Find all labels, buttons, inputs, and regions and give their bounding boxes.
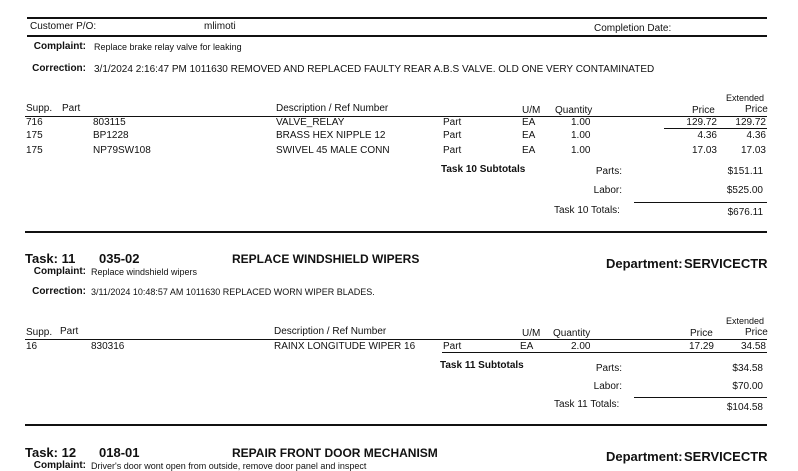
table-row [0,145,798,157]
task11-col-supp: Supp. [26,327,53,338]
task12-label: Task: 12 [25,445,77,460]
task11-department-label: Department: [606,256,683,271]
cell-type: Part [443,130,462,141]
customer-po-label: Customer P/O: [30,21,97,32]
task11-code: 035-02 [99,251,140,266]
cell-price: 17.29 [688,341,714,352]
cell-supp: 16 [26,341,38,352]
task10-totals-label: Task 10 Totals: [554,205,620,216]
task12-department-label: Department: [606,449,683,464]
cell-part: 803115 [93,117,126,128]
header-rule [27,35,767,37]
task10-labor-label: Labor: [593,185,622,196]
cell-qty: 1.00 [571,117,591,128]
cell-part: 830316 [91,341,125,352]
cell-um: EA [522,117,536,128]
task11-parts-value: $34.58 [732,363,763,374]
cell-ext: 129.72 [735,117,766,128]
task11-complaint: Replace windshield wipers [91,267,198,277]
cell-ext: 4.36 [746,130,766,141]
cell-price: 129.72 [686,117,717,128]
cell-supp: 175 [26,145,43,156]
cell-um: EA [522,145,536,156]
cell-part: NP79SW108 [93,145,151,156]
task11-parts-label: Parts: [595,363,622,374]
cell-description: BRASS HEX NIPPLE 12 [276,130,386,141]
cell-um: EA [520,341,534,352]
cell-ext: 17.03 [740,145,766,156]
task12-code: 018-01 [99,445,140,460]
cell-price: 17.03 [691,145,717,156]
task10-col-price: Price [692,105,715,116]
task11-subtotals-label: Task 11 Subtotals [440,360,524,371]
cell-description: RAINX LONGITUDE WIPER 16 [274,341,416,352]
task10-col-extended-top: Extended [726,93,765,103]
task10-end-rule [25,231,767,233]
task11-row-rule [442,352,767,353]
cell-qty: 1.00 [571,130,591,141]
cell-supp: 716 [26,117,43,128]
task10-totals-rule [634,202,767,203]
task11-correction-label: Correction: [32,286,86,297]
task10-col-part: Part [62,103,81,114]
task11-col-price: Price [690,328,713,339]
cell-description: SWIVEL 45 MALE CONN [276,145,390,156]
task11-totals-rule [634,397,767,398]
task10-correction-label: Correction: [32,63,86,74]
task10-col-extended-bottom: Price [745,104,768,115]
cell-qty: 1.00 [571,145,591,156]
cell-supp: 175 [26,130,43,141]
cell-um: EA [522,130,536,141]
task12-title: REPAIR FRONT DOOR MECHANISM [232,446,438,460]
task11-col-extended-bottom: Price [745,327,768,338]
task10-col-um: U/M [522,105,541,116]
task10-col-supp: Supp. [26,103,53,114]
cell-price: 4.36 [697,130,717,141]
task11-totals-label: Task 11 Totals: [554,399,620,410]
cell-qty: 2.00 [571,341,591,352]
cell-description: VALVE_RELAY [276,117,345,128]
task11-table-header-rule [25,339,767,340]
task10-totals-value: $676.11 [727,207,763,218]
task10-col-description: Description / Ref Number [276,103,389,114]
cell-part: BP1228 [93,130,129,141]
task12-complaint-label: Complaint: [33,460,86,471]
task11-labor-label: Labor: [593,381,622,392]
task11-department: SERVICECTR [684,256,768,271]
task10-labor-value: $525.00 [726,185,763,196]
customer-po-value: mlimoti [204,21,236,32]
cell-ext: 34.58 [740,341,766,352]
cell-type: Part [443,117,462,128]
task10-subtotals-label: Task 10 Subtotals [441,164,526,175]
task11-col-part: Part [60,326,79,337]
task11-end-rule [25,424,767,426]
task12-department: SERVICECTR [684,449,768,464]
cell-type: Part [443,145,462,156]
task11-col-quantity: Quantity [553,328,591,339]
task10-row-rule [664,128,767,129]
cell-type: Part [443,341,462,352]
top-rule [27,17,767,19]
task10-complaint: Replace brake relay valve for leaking [94,42,242,52]
task11-col-um: U/M [522,328,541,339]
task11-title: REPLACE WINDSHIELD WIPERS [232,252,420,266]
completion-date-label: Completion Date: [594,23,672,34]
task10-parts-label: Parts: [595,166,622,177]
task10-parts-value: $151.11 [727,166,763,177]
task11-correction: 3/11/2024 10:48:57 AM 1011630 REPLACED WORN WIPER BLADES. [91,287,375,297]
task12-complaint: Driver's door wont open from outside, remove door panel and inspect [91,461,367,471]
task11-labor-value: $70.00 [732,381,763,392]
task11-totals-value: $104.58 [726,402,763,413]
task11-col-extended-top: Extended [726,316,765,326]
table-row [0,130,798,142]
task10-col-quantity: Quantity [555,105,593,116]
task11-complaint-label: Complaint: [33,266,86,277]
task11-col-description: Description / Ref Number [274,326,387,337]
task11-label: Task: 11 [25,251,76,266]
task10-correction: 3/1/2024 2:16:47 PM 1011630 REMOVED AND REPLACED FAULTY REAR A.B.S VALVE. OLD ONE VERY CONTAMINATED [94,64,655,75]
task10-complaint-label: Complaint: [33,41,86,52]
